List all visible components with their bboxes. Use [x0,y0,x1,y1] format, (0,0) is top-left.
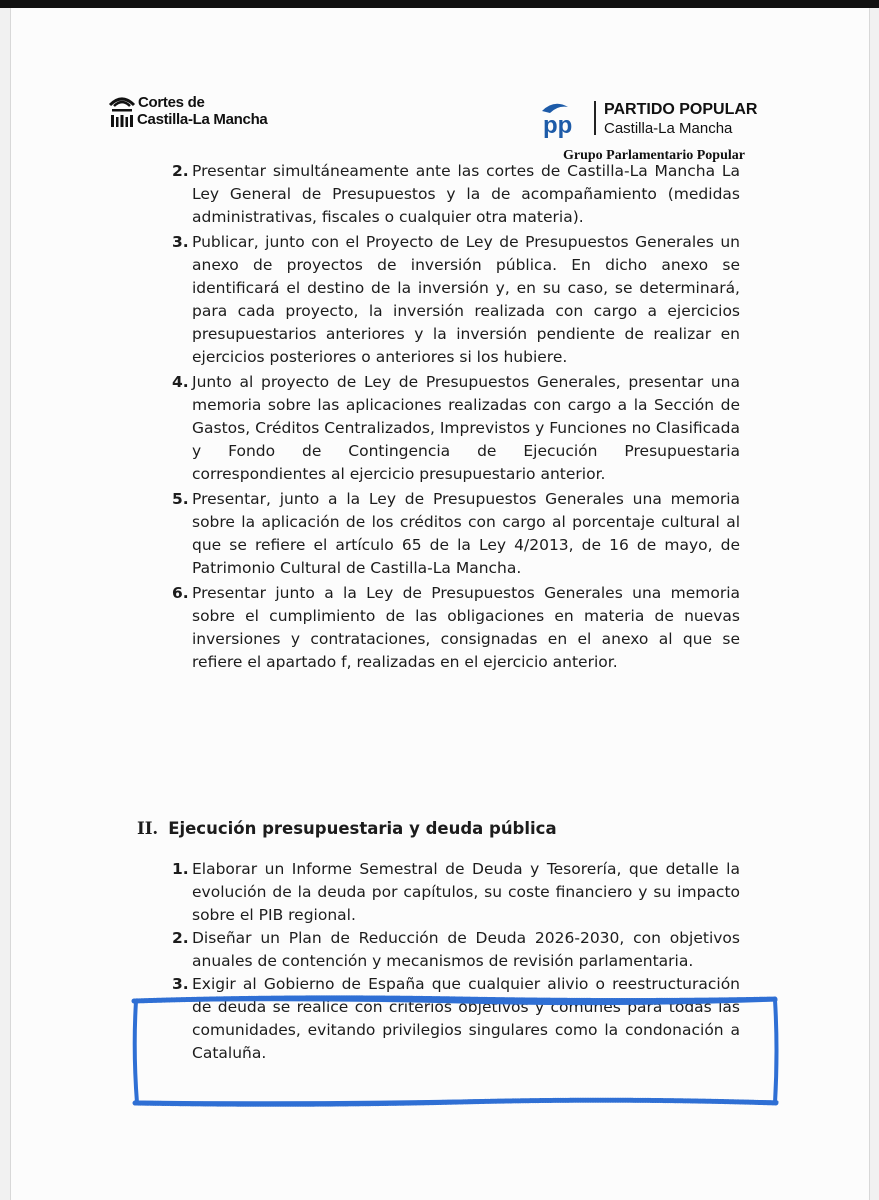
item-text: Presentar, junto a la Ley de Presupuestos Generales una memoria sobre la aplicación de los créditos con cargo al porcentaje cultural al que se refiere el artículo 65 de la Ley 4/2013, de 16 de mayo, de Patrimonio Cultural de Castilla-La Mancha. [192,490,740,577]
pp-gull-icon [538,97,590,139]
section2-list [150,858,740,1065]
cortes-emblem-icon [108,93,136,129]
group-name: Grupo Parlamentario Popular [563,148,745,163]
item-text: Exigir al Gobierno de España que cualquier alivio o reestructuración de deuda se realice con criterios objetivos y comunes para todas las comunidades, evitando privilegios singulares como la condonación a Cataluña. [192,975,740,1062]
item-text: Publicar, junto con el Proyecto de Ley de Presupuestos Generales un anexo de proyectos de inversión pública. En dicho anexo se identificará el destino de la inversión y, en su caso, se determinará, para cada proyecto, la inversión realizada con cargo a ejercicios presupuestarios anteriores y la inversión pendiente de realizar en ejercicios posteriores o anteriores si los hubiere. [192,233,740,366]
list-item [150,231,740,369]
item-text: Presentar junto a la Ley de Presupuestos Generales una memoria sobre el cumplimiento de las obligaciones en materia de nuevas inversiones y contrataciones, consignadas en el anexo al que se refiere el apartado f, realizadas en el ejercicio anterior. [192,584,740,671]
item-number: 4. [172,373,189,391]
section2-number: II. [137,819,159,838]
list-item [150,858,740,927]
item-number: 3. [172,233,189,251]
top-bar [0,0,879,8]
item-number: 6. [172,584,189,602]
pp-logo [538,97,768,142]
item-text: Presentar simultáneamente ante las cortes de Castilla-La Mancha La Ley General de Presupuestos y la de acompañamiento (medidas administrativas, fiscales o cualquier otra materia). [192,162,740,226]
cortes-name-line1: Cortes de [138,94,205,111]
item-number: 2. [172,162,189,180]
item-number: 1. [172,860,189,878]
item-number: 5. [172,490,189,508]
cortes-logo [108,93,278,133]
party-name: PARTIDO POPULAR [604,101,758,118]
section2-heading [137,819,557,838]
list-item [150,488,740,580]
list-item [150,371,740,486]
item-text: Junto al proyecto de Ley de Presupuestos Generales, presentar una memoria sobre las aplicaciones realizadas con cargo a la Sección de Gastos, Créditos Centralizados, Imprevistos y Funciones no Clasificada y Fondo de Contingencia de Ejecución Presupuestaria correspondientes al ejercicio presupuestario anterior. [192,373,740,483]
section1-list [150,160,740,674]
item-text: Diseñar un Plan de Reducción de Deuda 2026-2030, con objetivos anuales de contención y mecanismos de revisión parlamentaria. [192,929,740,970]
list-item [150,927,740,973]
item-number: 3. [172,975,189,993]
party-region: Castilla-La Mancha [604,120,733,137]
pp-logo-letters: pp [543,112,573,139]
list-item [150,582,740,674]
list-item [150,160,740,229]
item-number: 2. [172,929,189,947]
list-item-highlighted [150,973,740,1065]
item-text: Elaborar un Informe Semestral de Deuda y Tesorería, que detalle la evolución de la deuda por capítulos, su coste financiero y su impacto sobre el PIB regional. [192,860,740,924]
section2-title: Ejecución presupuestaria y deuda pública [168,819,557,838]
logo-separator [594,101,596,135]
cortes-name-line2: Castilla-La Mancha [137,111,268,128]
